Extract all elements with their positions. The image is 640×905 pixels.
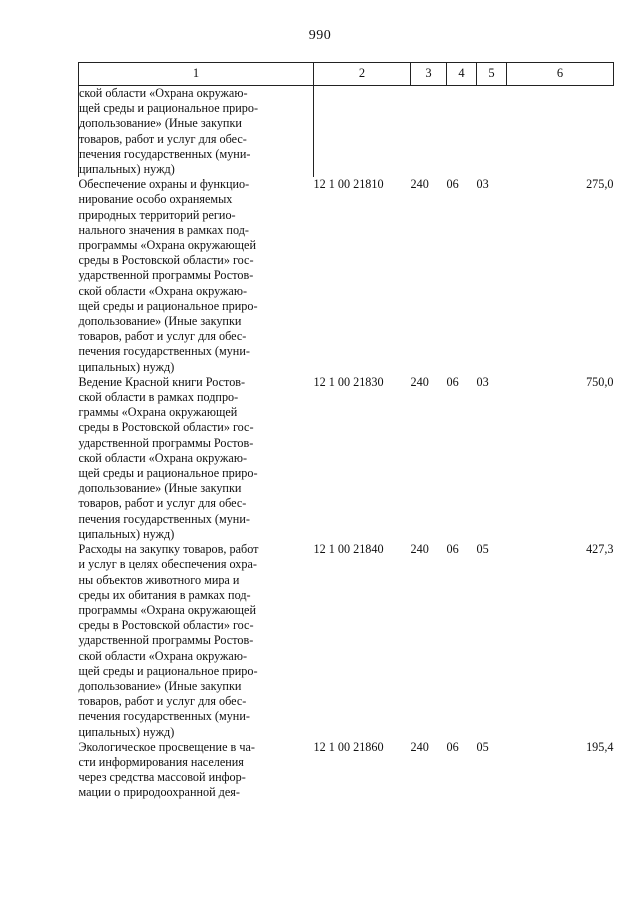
header-col-3: 3 [411, 63, 447, 86]
description-line: среды в Ростовской области» гос- [78, 618, 254, 633]
budget-table [78, 62, 614, 801]
description-line: среды их обитания в рамках под- [78, 587, 251, 602]
description-line: допользование» (Иные закупки [78, 678, 242, 693]
description-line: ципальных) нужд) [78, 359, 175, 374]
description-line: через средства массовой инфор- [78, 770, 246, 785]
header-col-6: 6 [507, 63, 614, 86]
row-target-code: 12 1 00 21810 [313, 177, 384, 192]
row-amount [507, 86, 614, 178]
description-line: ской области «Охрана окружаю- [78, 648, 248, 663]
row-amount: 750,0 [586, 374, 614, 389]
description-line: товаров, работ и услуг для обес- [78, 694, 247, 709]
description-line: ской области в рамках подпро- [78, 390, 239, 405]
description-line: Экологическое просвещение в ча- [78, 739, 255, 754]
description-line: печения государственных (муни- [79, 146, 251, 161]
description-line: нирование особо охраняемых [78, 192, 233, 207]
row-subsection: 03 [476, 177, 489, 192]
table-row [79, 542, 614, 740]
row-target-code: 12 1 00 21840 [313, 542, 384, 557]
description-line: и услуг в целях обеспечения охра- [78, 557, 257, 572]
row-target-code: 12 1 00 21830 [313, 374, 384, 389]
page-number: 990 [308, 28, 332, 43]
header-col-1: 1 [79, 63, 314, 86]
row-target-code [314, 86, 411, 178]
row-amount: 195,4 [586, 739, 614, 754]
description-line: печения государственных (муни- [78, 709, 250, 724]
table-body [79, 86, 614, 801]
description-line: ударственной программы Ростов- [78, 435, 254, 450]
description-line: Ведение Красной книги Ростов- [78, 374, 246, 389]
row-amount: 427,3 [586, 542, 614, 557]
row-section [447, 86, 477, 178]
table-row [79, 177, 614, 375]
description-line: щей среды и рациональное приро- [78, 298, 258, 313]
row-expense-type: 240 [410, 542, 429, 557]
description-line: граммы «Охрана окружающей [78, 405, 238, 420]
description-line: допользование» (Иные закупки [78, 314, 242, 329]
description-line: щей среды и рациональное приро- [78, 466, 258, 481]
description-line: программы «Охрана окружающей [78, 238, 256, 253]
description-line: товаров, работ и услуг для обес- [78, 496, 247, 511]
row-expense-type: 240 [410, 177, 429, 192]
row-expense-type [411, 86, 447, 178]
description-line: ударственной программы Ростов- [78, 633, 254, 648]
description-line: щей среды и рациональное приро- [78, 663, 258, 678]
description-line: среды в Ростовской области» гос- [78, 420, 254, 435]
row-description [79, 86, 314, 178]
row-section: 06 [446, 374, 459, 389]
table-row [79, 86, 614, 178]
description-line: Расходы на закупку товаров, работ [78, 542, 259, 557]
row-section: 06 [446, 542, 459, 557]
description-line: ской области «Охрана окружаю- [78, 283, 248, 298]
description-line: печения государственных (муни- [78, 511, 250, 526]
description-line: нального значения в рамках под- [78, 222, 249, 237]
header-col-5: 5 [477, 63, 507, 86]
description-line: Обеспечение охраны и функцио- [78, 177, 250, 192]
row-subsection: 05 [476, 542, 489, 557]
description-line: щей среды и рациональное приро- [79, 101, 259, 116]
description-line: печения государственных (муни- [78, 344, 250, 359]
row-subsection: 03 [476, 374, 489, 389]
description-line: допользование» (Иные закупки [79, 116, 242, 131]
description-line: ципальных) нужд) [78, 724, 175, 739]
description-line: природных территорий регио- [78, 207, 236, 222]
row-description [79, 740, 314, 801]
row-expense-type: 240 [410, 374, 429, 389]
header-col-2: 2 [314, 63, 411, 86]
description-line: ударственной программы Ростов- [78, 268, 254, 283]
description-line: ской области «Охрана окружаю- [79, 86, 248, 100]
row-section: 06 [446, 177, 459, 192]
row-description [79, 177, 314, 375]
description-line: ны объектов животного мира и [78, 572, 240, 587]
row-target-code: 12 1 00 21860 [313, 739, 384, 754]
description-line: среды в Ростовской области» гос- [78, 253, 254, 268]
row-description [79, 375, 314, 542]
description-line: ципальных) нужд) [78, 526, 175, 541]
table-row [79, 740, 614, 801]
row-subsection: 05 [476, 739, 489, 754]
description-line: товаров, работ и услуг для обес- [79, 131, 247, 146]
description-line: программы «Охрана окружающей [78, 602, 256, 617]
row-description [79, 542, 314, 740]
row-subsection [477, 86, 507, 178]
description-line: мации о природоохранной дея- [78, 785, 240, 800]
row-section: 06 [446, 739, 459, 754]
description-line: допользование» (Иные закупки [78, 481, 242, 496]
description-line: товаров, работ и услуг для обес- [78, 329, 247, 344]
description-line: ской области «Охрана окружаю- [78, 450, 248, 465]
description-line: сти информирования населения [78, 754, 244, 769]
header-col-4: 4 [447, 63, 477, 86]
table-row [79, 375, 614, 542]
table-header-row [79, 63, 614, 86]
row-amount: 275,0 [586, 177, 614, 192]
description-line: ципальных) нужд) [79, 162, 175, 177]
row-expense-type: 240 [410, 739, 429, 754]
